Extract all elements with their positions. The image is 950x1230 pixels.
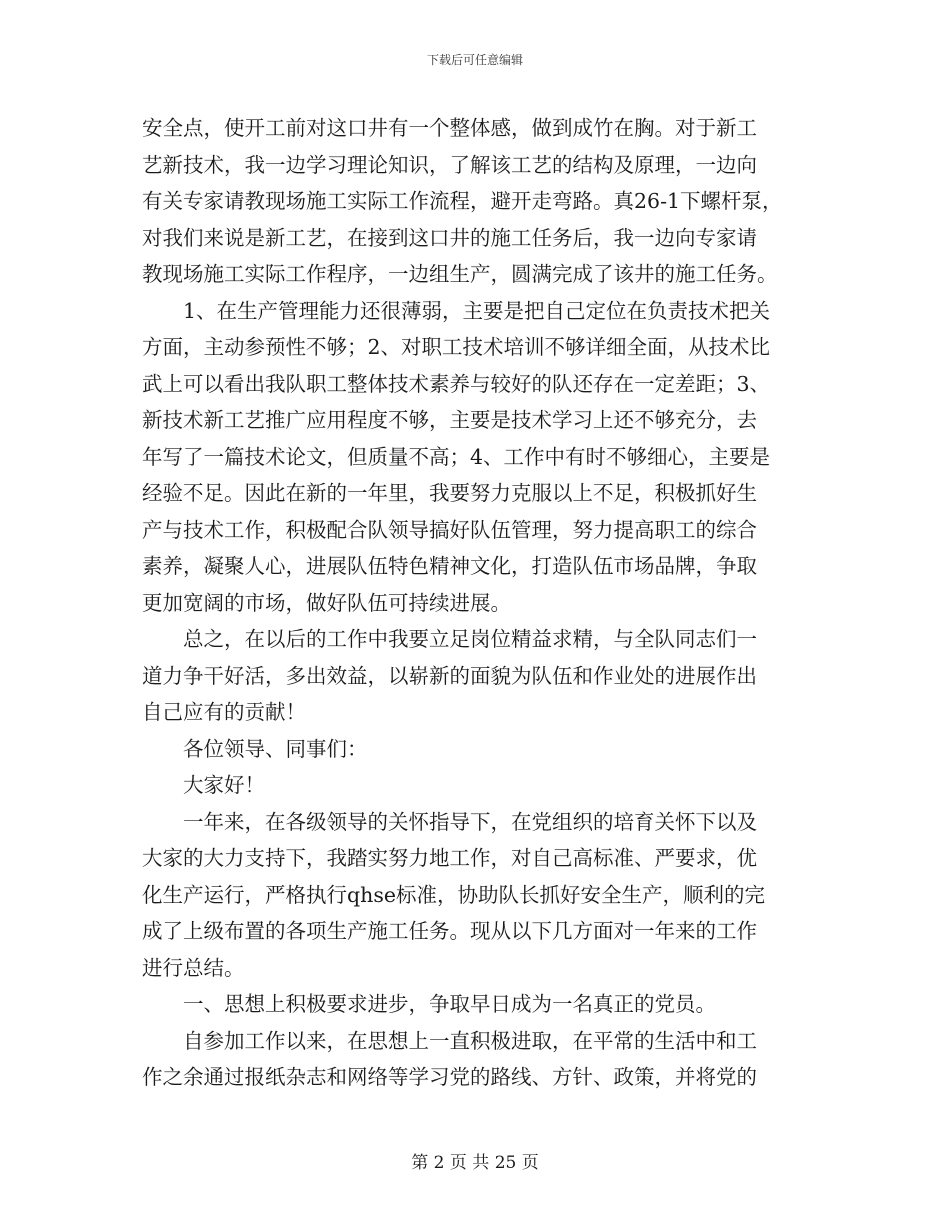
text-line: 作之余通过报纸杂志和网络等学习党的路线、方针、政策，并将党的 [142, 1065, 757, 1089]
text-line: 产与技术工作，积极配合队领导搞好队伍管理，努力提高职工的综合 [142, 517, 757, 542]
text-line: 化生产运行，严格执行qhse标准，协助队长抓好安全生产，顺利的完 [142, 882, 765, 907]
text-line: 年写了一篇技术论文，但质量不高；4、工作中有时不够细心，主要是 [142, 444, 771, 469]
text-line: 一年来，在各级领导的关怀指导下，在党组织的培育关怀下以及 [183, 809, 757, 834]
text-line: 成了上级布置的各项生产施工任务。现从以下几方面对一年来的工作 [142, 919, 757, 943]
text-line: 1、在生产管理能力还很薄弱，主要是把自己定位在负责技术把关 [183, 298, 771, 323]
text-line: 武上可以看出我队职工整体技术素养与较好的队还存在一定差距；3、 [142, 371, 771, 396]
text-line: 更加宽阔的市场，做好队伍可持续进展。 [142, 590, 511, 615]
text-line: 安全点，使开工前对这口井有一个整体感，做到成竹在胸。对于新工 [142, 116, 757, 140]
page-header-note: 下载后可任意编辑 [426, 53, 523, 67]
text-line: 一、思想上积极要求进步，争取早日成为一名真正的党员。 [183, 992, 716, 1016]
document-body [142, 110, 814, 1096]
text-line: 道力争干好活，多出效益，以崭新的面貌为队伍和作业处的进展作出 [142, 663, 757, 688]
text-line: 大家的大力支持下，我踏实努力地工作，对自己高标准、严要求，优 [142, 846, 757, 870]
text-line: 对我们来说是新工艺，在接到这口井的施工任务后，我一边向专家请 [142, 225, 757, 250]
text-line: 自己应有的贡献！ [142, 700, 306, 724]
text-line: 艺新技术，我一边学习理论知识，了解该工艺的结构及原理，一边向 [142, 152, 757, 177]
text-line: 自参加工作以来，在思想上一直积极进取，在平常的生活中和工 [183, 1028, 757, 1053]
text-line: 经验不足。因此在新的一年里，我要努力克服以上不足，积极抓好生 [142, 481, 757, 505]
page-number-footer: 第 2 页 共 25 页 [411, 1153, 539, 1173]
text-line: 各位领导、同事们： [183, 736, 368, 761]
text-line: 方面，主动参预性不够；2、对职工技术培训不够详细全面，从技术比 [142, 335, 771, 359]
text-line: 有关专家请教现场施工实际工作流程，避开走弯路。真26-1下螺杆泵， [142, 189, 783, 213]
text-line: 新技术新工艺推广应用程度不够，主要是技术学习上还不够充分，去 [142, 408, 757, 432]
text-line: 大家好！ [183, 773, 265, 797]
text-line: 素养，凝聚人心，进展队伍特色精神文化，打造队伍市场品牌，争取 [142, 554, 757, 578]
text-line: 进行总结。 [142, 955, 245, 980]
text-line: 教现场施工实际工作程序，一边组生产，圆满完成了该井的施工任务。 [142, 262, 778, 286]
text-line: 总之，在以后的工作中我要立足岗位精益求精，与全队同志们一 [183, 627, 757, 651]
